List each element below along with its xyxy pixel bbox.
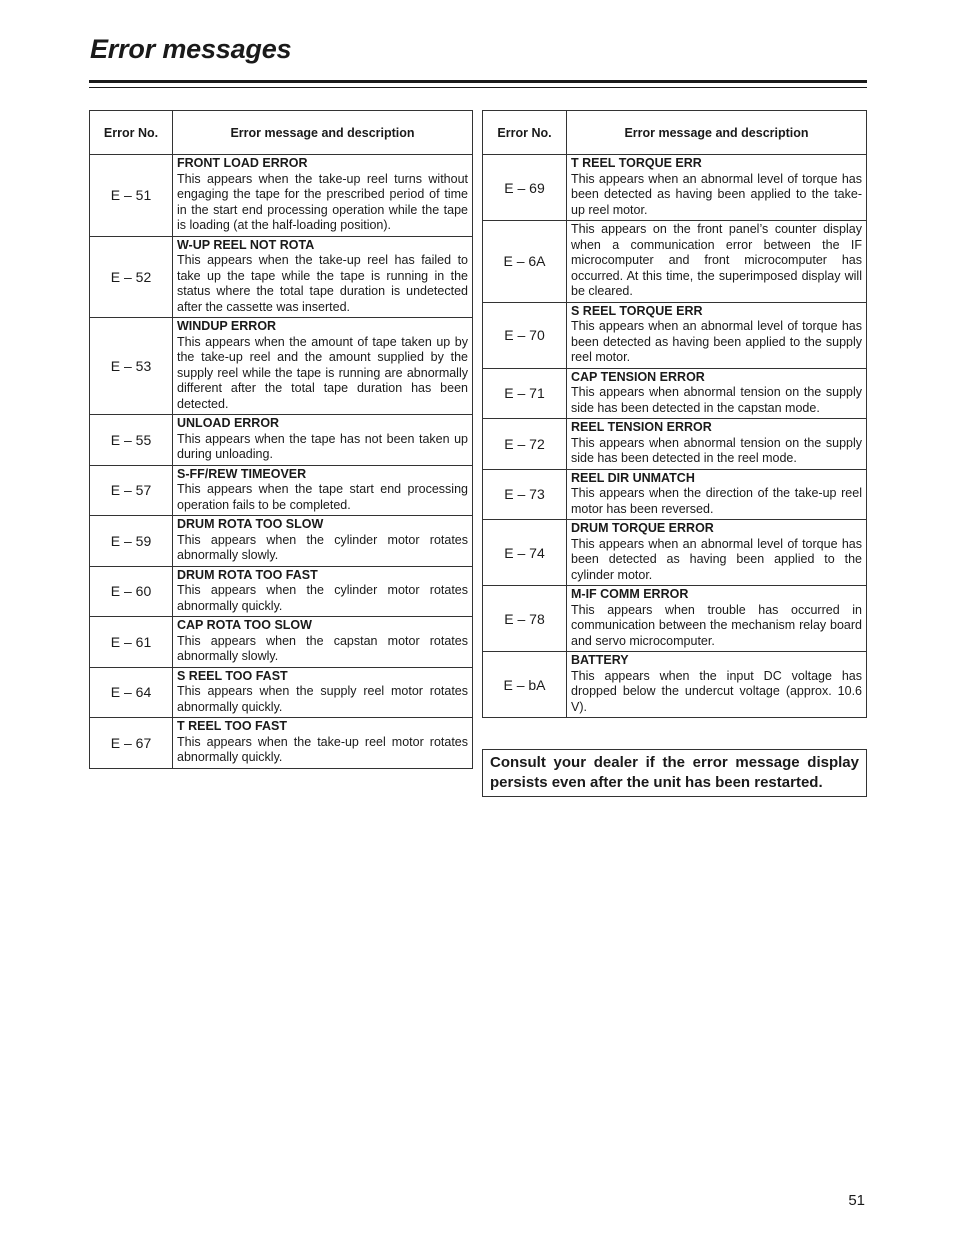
error-description-text: This appears when the take-up reel has failed to take up the tape while the tape is running in the status where the total tape duration is undetected after the cassette was inserted.	[177, 253, 468, 314]
table-row	[90, 667, 473, 718]
error-description-cell	[173, 516, 473, 567]
error-message-name: DRUM TORQUE ERROR	[571, 521, 714, 535]
error-message-name: WINDUP ERROR	[177, 319, 277, 333]
error-code: E – 69	[483, 155, 567, 221]
error-description-text: This appears when an abnormal level of torque has been detected as having been applied to the supply reel motor.	[571, 319, 862, 364]
error-code: E – 51	[90, 155, 173, 237]
error-code: E – 78	[483, 586, 567, 652]
error-description-cell	[567, 586, 867, 652]
table-row	[90, 516, 473, 567]
dealer-note: Consult your dealer if the error message display persists even after the unit has been restarted.	[482, 749, 867, 797]
column-header-description: Error message and description	[567, 111, 867, 155]
error-message-name: REEL DIR UNMATCH	[571, 470, 695, 485]
error-code: E – 67	[90, 718, 173, 769]
error-code: E – 55	[90, 415, 173, 466]
error-description-cell	[173, 667, 473, 718]
error-description-text: This appears when the cylinder motor rotates abnormally quickly.	[177, 583, 468, 613]
table-header-row	[90, 111, 473, 155]
table-row	[483, 302, 867, 368]
error-description-cell	[173, 236, 473, 318]
error-code: E – 74	[483, 520, 567, 586]
error-description-cell	[567, 469, 867, 520]
error-description-cell	[173, 415, 473, 466]
error-message-name: CAP TENSION ERROR	[571, 369, 705, 384]
error-description-cell	[567, 652, 867, 718]
error-message-name: FRONT LOAD ERROR	[177, 156, 308, 170]
error-description-text: This appears when abnormal tension on the supply side has been detected in the reel mode.	[571, 435, 862, 465]
error-code: E – 52	[90, 236, 173, 318]
error-table-left	[89, 110, 473, 769]
error-message-name: W-UP REEL NOT ROTA	[177, 237, 315, 252]
error-code: E – 71	[483, 368, 567, 419]
table-row	[90, 155, 473, 237]
error-message-name: UNLOAD ERROR	[177, 416, 280, 430]
error-message-name: T REEL TORQUE ERR	[571, 156, 702, 170]
table-row	[90, 415, 473, 466]
error-description-cell	[173, 465, 473, 516]
table-row	[90, 236, 473, 318]
error-code: E – 61	[90, 617, 173, 668]
error-code: E – 72	[483, 419, 567, 470]
column-header-description: Error message and description	[173, 111, 473, 155]
error-description-text: This appears when the amount of tape taken up by the take-up reel and the amount supplied by the supply reel while the tape is running are abnormally different after the total tape duration has been detected.	[177, 334, 468, 411]
error-message-name: REEL TENSION ERROR	[571, 420, 712, 434]
error-code: E – 59	[90, 516, 173, 567]
error-description-text: This appears when the tape has not been taken up during unloading.	[177, 431, 468, 461]
error-description-text: This appears when trouble has occurred in communication between the mechanism relay board and servo microcomputer.	[571, 602, 862, 648]
error-code: E – 64	[90, 667, 173, 718]
error-description-cell	[173, 617, 473, 668]
table-row	[90, 566, 473, 617]
error-description-text: This appears when the take-up reel motor rotates abnormally quickly.	[177, 734, 468, 764]
error-description-text: This appears when the input DC voltage has dropped below the undercut voltage (approx. 10.6 V).	[571, 668, 862, 714]
page-number: 51	[848, 1192, 865, 1209]
error-message-name: T REEL TOO FAST	[177, 719, 287, 733]
error-code: E – 73	[483, 469, 567, 520]
error-description-cell	[173, 718, 473, 769]
table-row	[483, 586, 867, 652]
error-description-text: This appears when the supply reel motor rotates abnormally quickly.	[177, 684, 468, 714]
error-description-text: This appears when the cylinder motor rotates abnormally slowly.	[177, 532, 468, 562]
error-description-cell	[567, 155, 867, 221]
error-message-name: DRUM ROTA TOO FAST	[177, 567, 318, 582]
title-rule-thin	[89, 87, 867, 88]
error-description-cell	[173, 566, 473, 617]
table-row	[483, 419, 867, 470]
error-message-name: S REEL TOO FAST	[177, 668, 288, 683]
error-description-text: This appears on the front panel’s counter display when a communication error between the IF microcomputer and front microcomputer has occurred. At this time, the superimposed display will be cleared.	[571, 222, 862, 298]
error-code: E – 70	[483, 302, 567, 368]
error-description-text: This appears when the capstan motor rotates abnormally slowly.	[177, 633, 468, 663]
error-description-cell	[173, 155, 473, 237]
table-row	[483, 368, 867, 419]
title-rule-thick	[89, 80, 867, 83]
error-message-name: BATTERY	[571, 653, 629, 667]
error-description-cell	[567, 520, 867, 586]
table-row	[483, 652, 867, 718]
error-message-name: S REEL TORQUE ERR	[571, 303, 703, 318]
table-row	[483, 221, 867, 303]
error-description-cell	[567, 221, 867, 303]
error-description-cell	[173, 318, 473, 415]
table-row	[483, 469, 867, 520]
error-description-cell	[567, 419, 867, 470]
error-code: E – 6A	[483, 221, 567, 303]
column-header-error-no: Error No.	[90, 111, 173, 155]
error-description-text: This appears when an abnormal level of torque has been detected as having been applied to the cylinder motor.	[571, 536, 862, 582]
error-message-name: CAP ROTA TOO SLOW	[177, 618, 312, 632]
table-row	[90, 318, 473, 415]
error-description-text: This appears when the direction of the take-up reel motor has been reversed.	[571, 486, 862, 516]
error-message-name: M-IF COMM ERROR	[571, 587, 689, 601]
error-message-name: S-FF/REW TIMEOVER	[177, 466, 307, 481]
error-table-right	[482, 110, 867, 718]
column-header-error-no: Error No.	[483, 111, 567, 155]
error-code: E – bA	[483, 652, 567, 718]
error-description-text: This appears when an abnormal level of torque has been detected as having been applied to the take-up reel motor.	[571, 171, 862, 217]
table-row	[90, 617, 473, 668]
table-row	[483, 520, 867, 586]
error-description-text: This appears when abnormal tension on the supply side has been detected in the capstan mode.	[571, 385, 862, 415]
page-title: Error messages	[90, 34, 292, 64]
table-header-row	[483, 111, 867, 155]
error-description-cell	[567, 368, 867, 419]
error-description-text: This appears when the tape start end processing operation fails to be completed.	[177, 482, 468, 512]
table-row	[90, 718, 473, 769]
error-code: E – 57	[90, 465, 173, 516]
error-message-name: DRUM ROTA TOO SLOW	[177, 517, 324, 531]
error-code: E – 60	[90, 566, 173, 617]
table-row	[90, 465, 473, 516]
table-row	[483, 155, 867, 221]
error-description-cell	[567, 302, 867, 368]
error-code: E – 53	[90, 318, 173, 415]
error-description-text: This appears when the take-up reel turns without engaging the tape for the prescribed period of time in the start end processing operation while the tape is loading (at the half-loading position).	[177, 171, 468, 232]
